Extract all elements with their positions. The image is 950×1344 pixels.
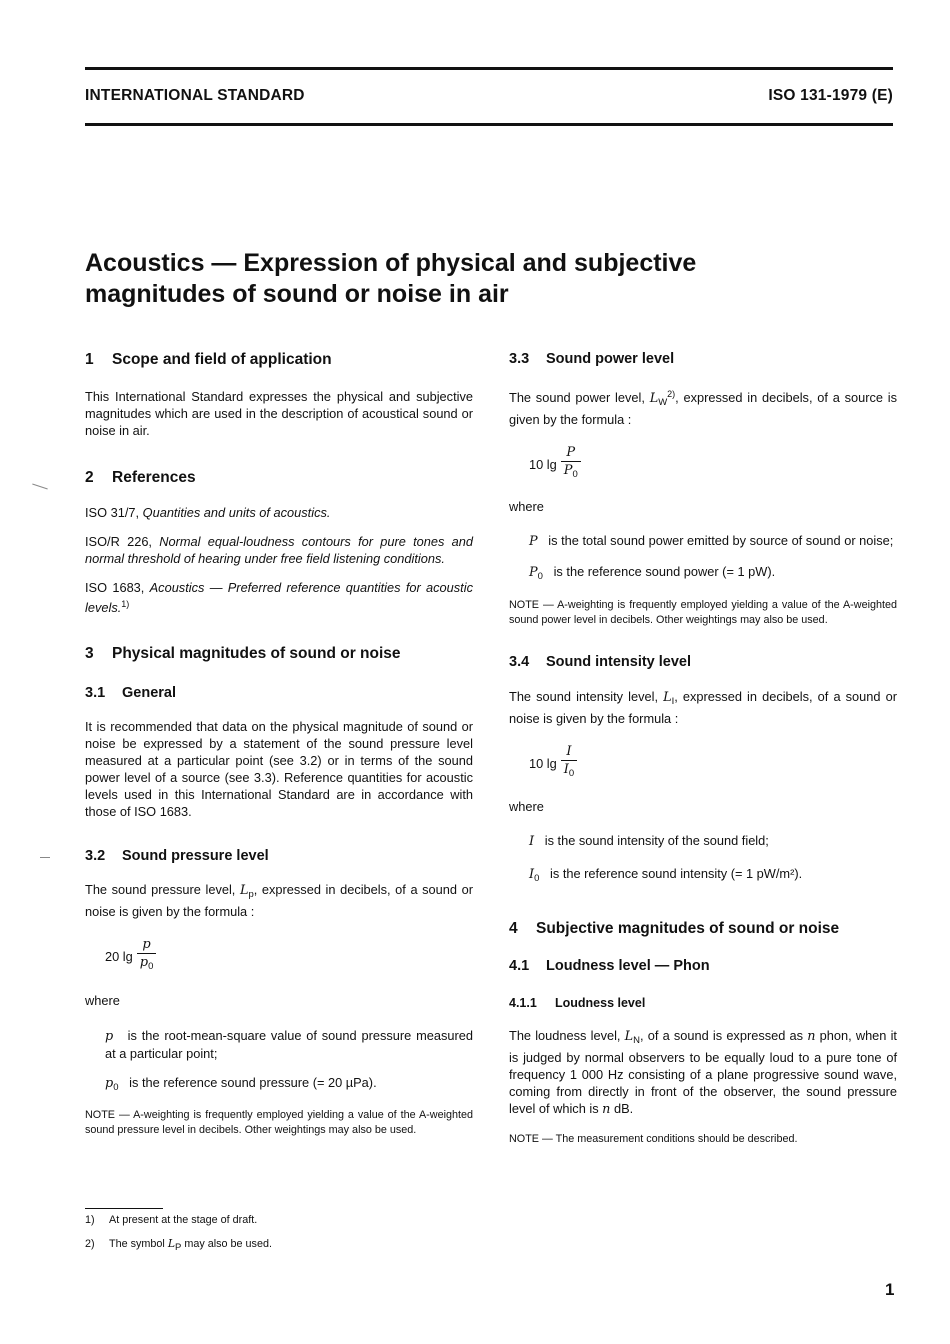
header-top-rule xyxy=(85,67,893,70)
sound-power-note: NOTE — A-weighting is frequently employed yielding a value of the A-weighted sound power level in decibels. Other weightings may also be used. xyxy=(509,599,897,626)
formula-coefficient: 20 lg xyxy=(105,948,133,964)
section-4-1-1-heading xyxy=(509,996,897,1010)
section-3-3-heading xyxy=(509,351,897,367)
section-title: References xyxy=(112,469,196,486)
section-number: 4.1.1 xyxy=(509,996,537,1010)
footnote-mark: 1) xyxy=(121,599,130,609)
title-line-1: Acoustics — Expression of physical and subjective xyxy=(85,249,697,277)
section-title: Sound intensity level xyxy=(546,654,692,670)
section-3-heading xyxy=(85,645,473,663)
sound-pressure-formula xyxy=(105,932,473,980)
section-number: 4 xyxy=(509,920,518,937)
sound-intensity-intro: The sound intensity level, $L_I$, expressed in decibels, of a sound or noise is given by the formula : xyxy=(509,689,897,726)
section-title: Loudness level — Phon xyxy=(546,958,710,974)
footnote-2: 2) The symbol LP may also be used. xyxy=(85,1237,272,1253)
definition-p: p is the root-mean-square value of sound pressure measured at a particular point; xyxy=(105,1028,473,1061)
title-line-2: magnitudes of sound or noise in air xyxy=(85,280,509,308)
page-number: 1 xyxy=(885,1280,895,1299)
loudness-level-text: The loudness level, $L_N$, of a sound is expressed as n phon, when it is judged by normal observers to be equally loud to a pure tone of frequency 1 000 Hz consisting of a plane progressive sound wave, coming from directly in front of the observer, the sound pressure level of which is n dB. xyxy=(509,1028,897,1117)
definition-P: P is the total sound power emitted by source of sound or noise; xyxy=(529,533,894,549)
section-number: 3 xyxy=(85,645,94,662)
sound-pressure-intro: The sound pressure level, $L_p$, expressed in decibels, of a sound or noise is given by the formula : xyxy=(85,882,473,919)
loudness-note: NOTE — The measurement conditions should be described. xyxy=(509,1133,798,1145)
section-title: Subjective magnitudes of sound or noise xyxy=(536,920,840,937)
section-1-heading xyxy=(85,351,473,369)
section-number: 3.4 xyxy=(509,654,530,670)
definition-I0: $I_0$ is the reference sound intensity (= 1 pW/m²). xyxy=(529,866,803,884)
definition-P0: $P_0$ is the reference sound power (= 1 pW). xyxy=(529,564,776,582)
header-bottom-rule xyxy=(85,123,893,126)
definition-I: I is the sound intensity of the sound field; xyxy=(529,833,769,849)
footnote-1: 1) At present at the stage of draft. xyxy=(85,1214,258,1226)
left-column xyxy=(85,351,473,1138)
section-title: Physical magnitudes of sound or noise xyxy=(112,645,401,662)
sound-power-intro: The sound power level, $L_W^{2)}$, expressed in decibels, of a source is given by the formula : xyxy=(509,389,897,427)
general-text: It is recommended that data on the physical magnitude of sound or noise be expressed by a statement of the sound pressure level measured at a particular point (see 3.2) or in terms of the sound power level of a source (see 3.3). Reference quantities for acoustic levels used in this International Standard are in accordance with those of ISO 1683. xyxy=(85,719,473,819)
section-title: Sound power level xyxy=(546,351,675,367)
where-label: where xyxy=(509,799,544,814)
right-column xyxy=(509,351,897,1147)
section-number: 1 xyxy=(85,351,94,368)
where-label: where xyxy=(509,499,544,514)
formula-fraction: $\frac{P}{P_0}$ xyxy=(561,445,581,483)
scan-mark xyxy=(40,857,50,858)
sound-pressure-note: NOTE — A-weighting is frequently employed yielding a value of the A-weighted sound pressure level in decibels. Other weightings may also be used. xyxy=(85,1109,473,1136)
footnote-rule xyxy=(85,1208,163,1209)
section-2-heading xyxy=(85,469,473,487)
section-number: 3.3 xyxy=(509,351,530,367)
standard-number: ISO 131-1979 (E) xyxy=(768,87,893,104)
section-number: 2 xyxy=(85,469,94,486)
definition-p0: $p_0$ is the reference sound pressure (= 20 µPa). xyxy=(105,1075,377,1093)
where-label: where xyxy=(85,993,120,1008)
reference-3: ISO 1683, Acoustics — Preferred reference quantities for acoustic levels.$^{1)}$ xyxy=(85,580,473,615)
formula-coefficient: 10 lg xyxy=(529,456,557,472)
formula-coefficient: 10 lg xyxy=(529,755,557,771)
reference-1: ISO 31/7, Quantities and units of acoustics. xyxy=(85,505,331,520)
section-number: 3.2 xyxy=(85,848,106,864)
sound-power-formula xyxy=(529,440,897,488)
section-3-2-heading xyxy=(85,848,473,864)
section-number: 3.1 xyxy=(85,685,106,701)
section-title: Scope and field of application xyxy=(112,351,332,368)
section-title: Loudness level xyxy=(555,996,646,1010)
scan-mark xyxy=(32,484,48,490)
section-number: 4.1 xyxy=(509,958,530,974)
section-title: General xyxy=(122,685,176,701)
sound-intensity-formula xyxy=(529,739,897,787)
section-title: Sound pressure level xyxy=(122,848,269,864)
page-title xyxy=(85,248,885,310)
formula-fraction: $\frac{I}{I_0}$ xyxy=(561,744,577,782)
formula-fraction: $\frac{p}{p_0}$ xyxy=(137,937,157,975)
scope-text: This International Standard expresses the physical and subjective magnitudes which are used in the description of acoustical sound or noise in air. xyxy=(85,389,473,438)
section-4-1-heading xyxy=(509,958,897,974)
document-type: INTERNATIONAL STANDARD xyxy=(85,87,305,104)
section-3-1-heading xyxy=(85,685,473,701)
reference-2: ISO/R 226, Normal equal-loudness contours for pure tones and normal threshold of hearing under free field listening conditions. xyxy=(85,534,474,566)
section-4-heading xyxy=(509,920,897,938)
section-3-4-heading xyxy=(509,654,897,670)
